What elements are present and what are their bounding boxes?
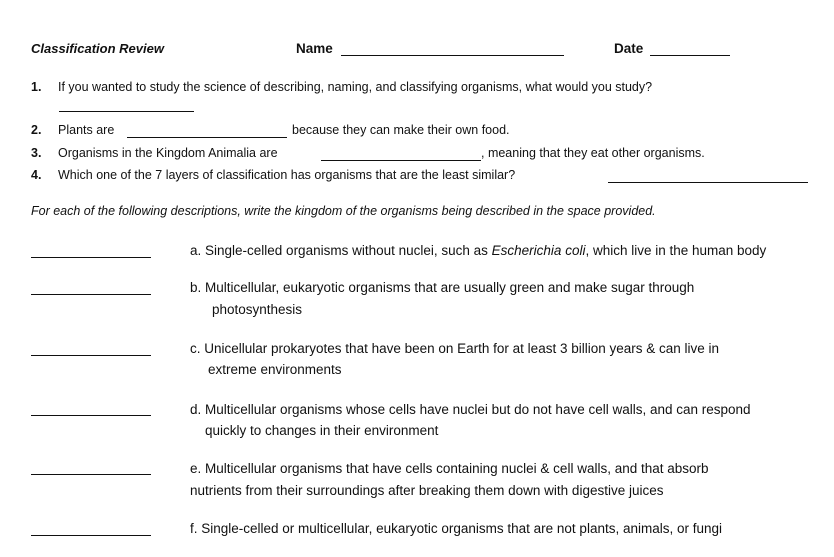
- kingdom-answer-blank-d[interactable]: [31, 415, 151, 416]
- question-1-number: 1.: [31, 80, 42, 94]
- question-3-text-after: , meaning that they eat other organisms.: [481, 146, 705, 160]
- description-a-text-1: a. Single-celled organisms without nuclei, such as: [190, 243, 492, 258]
- kingdom-answer-blank-f[interactable]: [31, 535, 151, 536]
- question-4-number: 4.: [31, 168, 42, 182]
- description-a-species: Escherichia coli: [491, 243, 586, 258]
- kingdom-answer-blank-c[interactable]: [31, 355, 151, 356]
- date-field[interactable]: [650, 55, 730, 56]
- question-2-answer-blank[interactable]: [127, 137, 287, 138]
- kingdom-answer-blank-a[interactable]: [31, 257, 151, 258]
- question-2-text-after: because they can make their own food.: [292, 123, 510, 137]
- instructions: For each of the following descriptions, write the kingdom of the organisms being described in the space provided.: [31, 204, 656, 218]
- description-a-text-2: , which live in the human body: [585, 243, 767, 258]
- question-3-text-before: Organisms in the Kingdom Animalia are: [58, 146, 278, 160]
- worksheet-title: Classification Review: [31, 41, 164, 56]
- kingdom-answer-blank-b[interactable]: [31, 294, 151, 295]
- question-3-number: 3.: [31, 146, 42, 160]
- description-d-line-1: d. Multicellular organisms whose cells have nuclei but do not have cell walls, and can respond: [190, 402, 751, 417]
- description-e-line-1: e. Multicellular organisms that have cells containing nuclei & cell walls, and that absorb: [190, 461, 709, 476]
- description-d-line-2: quickly to changes in their environment: [205, 423, 439, 438]
- name-label: Name: [296, 41, 333, 56]
- question-2-text-before: Plants are: [58, 123, 115, 137]
- kingdom-answer-blank-e[interactable]: [31, 474, 151, 475]
- question-2-number: 2.: [31, 123, 42, 137]
- description-a: [190, 240, 766, 261]
- description-c-line-2: extreme environments: [208, 362, 342, 377]
- question-4-text: Which one of the 7 layers of classification has organisms that are the least similar?: [58, 168, 516, 182]
- description-b-line-1: b. Multicellular, eukaryotic organisms that are usually green and make sugar through: [190, 280, 695, 295]
- date-label: Date: [614, 41, 644, 56]
- description-c-line-1: c. Unicellular prokaryotes that have been on Earth for at least 3 billion years & can live in: [190, 341, 720, 356]
- question-3-answer-blank[interactable]: [321, 160, 481, 161]
- description-e-line-2: nutrients from their surroundings after breaking them down with digestive juices: [190, 483, 664, 498]
- name-field[interactable]: [341, 55, 564, 56]
- description-b-line-2: photosynthesis: [212, 302, 303, 317]
- question-1-text: If you wanted to study the science of describing, naming, and classifying organisms, what would you study?: [58, 80, 653, 94]
- description-f-line-1: f. Single-celled or multicellular, eukaryotic organisms that are not plants, animals, or fungi: [190, 521, 723, 536]
- question-1-answer-blank[interactable]: [59, 111, 194, 112]
- question-4-answer-blank[interactable]: [608, 182, 808, 183]
